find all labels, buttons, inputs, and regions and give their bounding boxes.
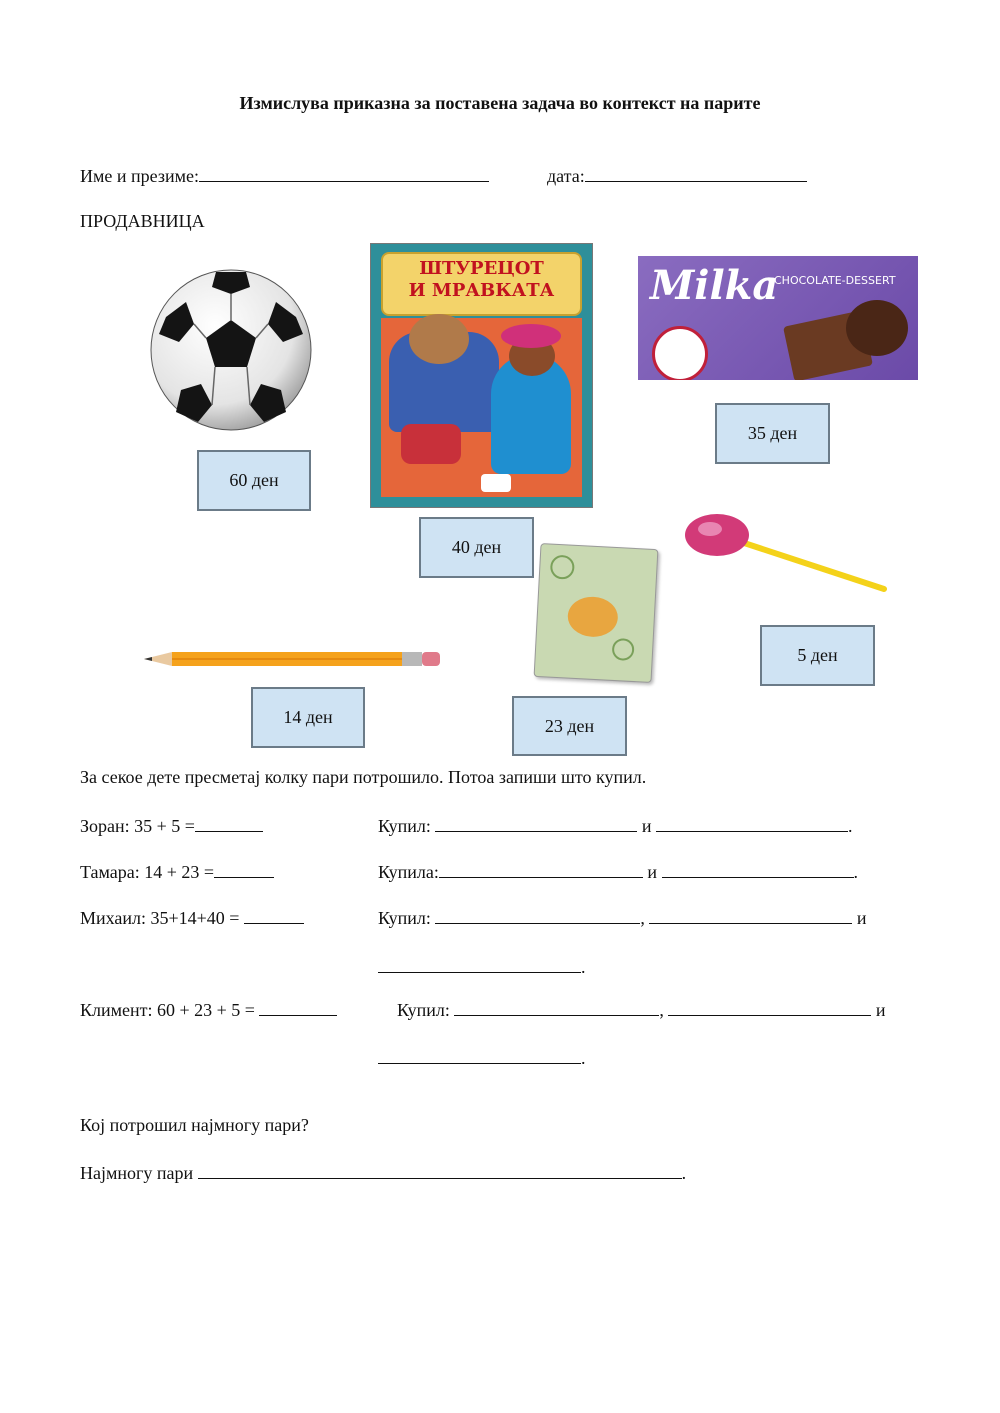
chocolate-price-tag: 35 ден bbox=[715, 403, 830, 464]
name-blank[interactable] bbox=[199, 165, 489, 182]
item-blank[interactable] bbox=[649, 907, 852, 924]
conj-text: и bbox=[647, 862, 658, 882]
task-kliment-bought[interactable] bbox=[397, 999, 886, 1021]
item-blank[interactable] bbox=[378, 1047, 581, 1064]
task-tamara-bought[interactable] bbox=[378, 861, 858, 883]
conj-text: и bbox=[875, 1000, 886, 1020]
answer-blank[interactable] bbox=[195, 815, 263, 832]
book-title-line2: И МРАВКАТА bbox=[408, 280, 555, 301]
item-blank[interactable] bbox=[439, 861, 643, 878]
task-mihail-expr[interactable] bbox=[80, 907, 304, 929]
notebook-icon bbox=[534, 543, 659, 683]
task-mihail-line2[interactable] bbox=[378, 956, 586, 978]
book-cover-icon bbox=[370, 243, 593, 508]
task-expr-text: Зоран: 35 + 5 = bbox=[80, 816, 195, 836]
task-kliment-expr[interactable] bbox=[80, 999, 337, 1021]
answer-label: Најмногу пари bbox=[80, 1163, 194, 1183]
task-zoran-expr[interactable] bbox=[80, 815, 263, 837]
soccer-ball-icon bbox=[146, 272, 316, 432]
item-blank[interactable] bbox=[454, 999, 659, 1016]
end-mark: . bbox=[581, 1048, 586, 1068]
item-blank[interactable] bbox=[662, 861, 854, 878]
bought-label: Купил: bbox=[397, 1000, 450, 1020]
bought-label: Купила: bbox=[378, 862, 439, 882]
answer-blank[interactable] bbox=[259, 999, 337, 1016]
chocolate-brand: Milka bbox=[650, 262, 779, 309]
lollipop-price-tag: 5 ден bbox=[760, 625, 875, 686]
book-title-line1: ШТУРЕЦОТ bbox=[419, 258, 544, 279]
book-price-tag: 40 ден bbox=[419, 517, 534, 578]
conj-text: и bbox=[856, 908, 867, 928]
item-blank[interactable] bbox=[435, 815, 637, 832]
shop-label: ПРОДАВНИЦА bbox=[80, 211, 205, 231]
ball-price-tag: 60 ден bbox=[197, 450, 311, 511]
date-field[interactable] bbox=[547, 165, 807, 187]
task-mihail-bought[interactable] bbox=[378, 907, 867, 929]
lollipop-icon bbox=[684, 513, 890, 595]
comma-mark: , bbox=[659, 1000, 664, 1020]
pencil-price-tag: 14 ден bbox=[251, 687, 365, 748]
page-title: Измислува приказна за поставена задача во контекст на парите bbox=[239, 93, 761, 113]
answer-blank[interactable] bbox=[214, 861, 274, 878]
pencil-icon bbox=[144, 650, 442, 668]
task-kliment-line2[interactable] bbox=[378, 1047, 586, 1069]
task-tamara-expr[interactable] bbox=[80, 861, 274, 883]
item-blank[interactable] bbox=[668, 999, 871, 1016]
task-expr-text: Тамара: 14 + 23 = bbox=[80, 862, 215, 882]
date-blank[interactable] bbox=[585, 165, 807, 182]
answer-blank[interactable] bbox=[198, 1162, 682, 1179]
answer-row[interactable] bbox=[80, 1162, 686, 1184]
chocolate-subtitle: CHOCOLATE-DESSERT bbox=[774, 274, 896, 287]
comma-mark: , bbox=[640, 908, 645, 928]
end-mark: . bbox=[853, 862, 859, 882]
task-expr-text: Михаил: 35+14+40 = bbox=[80, 908, 240, 928]
conj-text: и bbox=[641, 816, 652, 836]
answer-blank[interactable] bbox=[244, 907, 304, 924]
end-mark: . bbox=[848, 816, 853, 836]
notebook-price-tag: 23 ден bbox=[512, 696, 627, 756]
answer-end: . bbox=[681, 1163, 687, 1183]
bought-label: Купил: bbox=[378, 908, 431, 928]
end-mark: . bbox=[581, 957, 586, 977]
name-label: Име и презиме: bbox=[80, 166, 199, 186]
task-zoran-bought[interactable] bbox=[378, 815, 853, 837]
name-field[interactable] bbox=[80, 165, 489, 187]
item-blank[interactable] bbox=[435, 907, 640, 924]
task-expr-text: Климент: 60 + 23 + 5 = bbox=[80, 1000, 255, 1020]
chocolate-bar-icon bbox=[638, 256, 918, 380]
instruction-text: За секое дете пресметај колку пари потрошило. Потоа запиши што купил. bbox=[80, 767, 647, 787]
item-blank[interactable] bbox=[656, 815, 848, 832]
date-label: дата: bbox=[547, 166, 585, 186]
item-blank[interactable] bbox=[378, 956, 581, 973]
question-text: Кој потрошил најмногу пари? bbox=[80, 1115, 309, 1135]
bought-label: Купил: bbox=[378, 816, 431, 836]
